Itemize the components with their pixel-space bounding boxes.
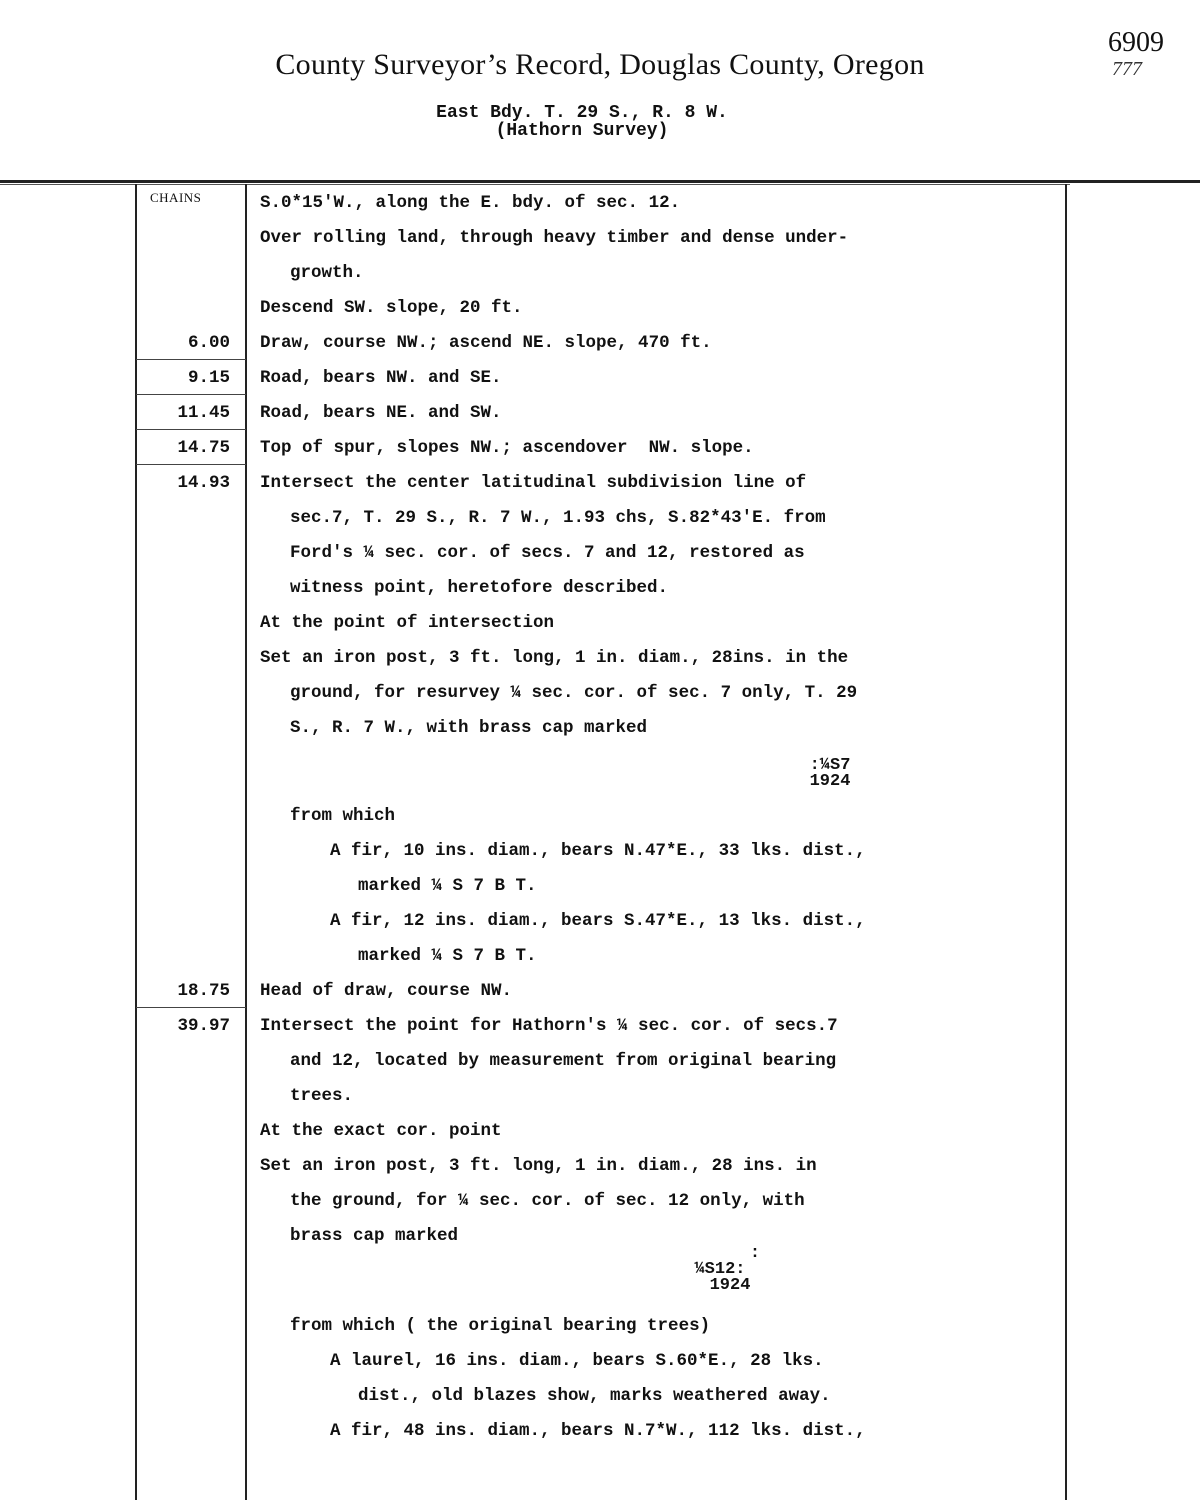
brass-cap-line: 1924 [809,772,851,791]
record-line: and 12, located by measurement from original bearing [290,1051,837,1071]
chains-column-header: CHAINS [150,190,202,205]
record-line: A laurel, 16 ins. diam., bears S.60*E., 28 lks. [330,1351,824,1371]
top-rule-thin [0,184,1070,185]
record-line: A fir, 10 ins. diam., bears N.47*E., 33 lks. dist., [330,841,866,861]
record-line: Set an iron post, 3 ft. long, 1 in. diam., 28 ins. in [260,1156,817,1176]
record-line: growth. [290,263,364,283]
record-line: Top of spur, slopes NW.; ascendover NW. slope. [260,438,754,458]
record-line: Draw, course NW.; ascend NE. slope, 470 ft. [260,333,712,353]
chain-value: 18.75 [177,981,230,1001]
chain-value: 6.00 [187,333,230,353]
record-line: S., R. 7 W., with brass cap marked [290,718,648,738]
survey-heading-line1: East Bdy. T. 29 S., R. 8 W. [436,103,728,123]
record-line: Ford's ¼ sec. cor. of secs. 7 and 12, restored as [290,543,805,563]
record-line: Intersect the point for Hathorn's ¼ sec. cor. of secs.7 [260,1016,838,1036]
right-margin-line [1065,184,1067,1500]
record-line: ground, for resurvey ¼ sec. cor. of sec. 7 only, T. 29 [290,683,858,703]
row-divider [136,464,246,465]
record-line: S.0*15'W., along the E. bdy. of sec. 12. [260,193,681,213]
record-line: sec.7, T. 29 S., R. 7 W., 1.93 chs, S.82*43'E. from [290,508,826,528]
left-margin-line [135,184,137,1500]
record-line: trees. [290,1086,354,1106]
record-line: Road, bears NE. and SW. [260,403,502,423]
chain-value: 11.45 [177,403,230,423]
page-number [1108,27,1164,82]
row-divider [136,1007,246,1008]
row-divider [136,394,246,395]
record-line: Descend SW. slope, 20 ft. [260,298,523,318]
brass-cap-line: 1924 [709,1276,751,1295]
page-number-main: 6909 [1108,27,1164,58]
chain-value: 14.75 [177,438,230,458]
page-title: County Surveyor’s Record, Douglas County, Oregon [275,48,925,81]
brass-cap-marking [640,1246,800,1294]
record-line: the ground, for ¼ sec. cor. of sec. 12 only, with [290,1191,805,1211]
top-rule [0,180,1200,183]
brass-cap-line: : [749,1244,761,1263]
chain-value: 14.93 [177,473,230,493]
record-line: Intersect the center latitudinal subdivision line of [260,473,807,493]
row-divider [136,359,246,360]
record-line: from which ( the original bearing trees) [290,1316,711,1336]
record-line: A fir, 48 ins. diam., bears N.7*W., 112 lks. dist., [330,1421,866,1441]
survey-heading-line2: (Hathorn Survey) [495,121,669,141]
page-number-sub: 777 [1112,58,1142,80]
record-line: dist., old blazes show, marks weathered away. [358,1386,831,1406]
record-line: marked ¼ S 7 B T. [358,876,537,896]
record-line: Head of draw, course NW. [260,981,513,1001]
chain-value: 39.97 [177,1016,230,1036]
brass-cap-line: ¼S12: [694,1260,746,1279]
record-line: witness point, heretofore described. [290,578,669,598]
chain-value: 9.15 [187,368,230,388]
record-line: from which [290,806,396,826]
record-line: At the exact cor. point [260,1121,502,1141]
record-line: Over rolling land, through heavy timber and dense under- [260,228,849,248]
brass-cap-marking [770,758,890,790]
record-line: brass cap marked [290,1226,459,1246]
record-line: Road, bears NW. and SE. [260,368,502,388]
record-line: At the point of intersection [260,613,555,633]
row-divider [136,429,246,430]
survey-heading [0,104,1164,140]
record-line: A fir, 12 ins. diam., bears S.47*E., 13 lks. dist., [330,911,866,931]
brass-cap-line: :¼S7 [809,756,851,775]
record-line: marked ¼ S 7 B T. [358,946,537,966]
record-line: Set an iron post, 3 ft. long, 1 in. diam., 28ins. in the [260,648,849,668]
chains-column-divider [245,184,247,1500]
